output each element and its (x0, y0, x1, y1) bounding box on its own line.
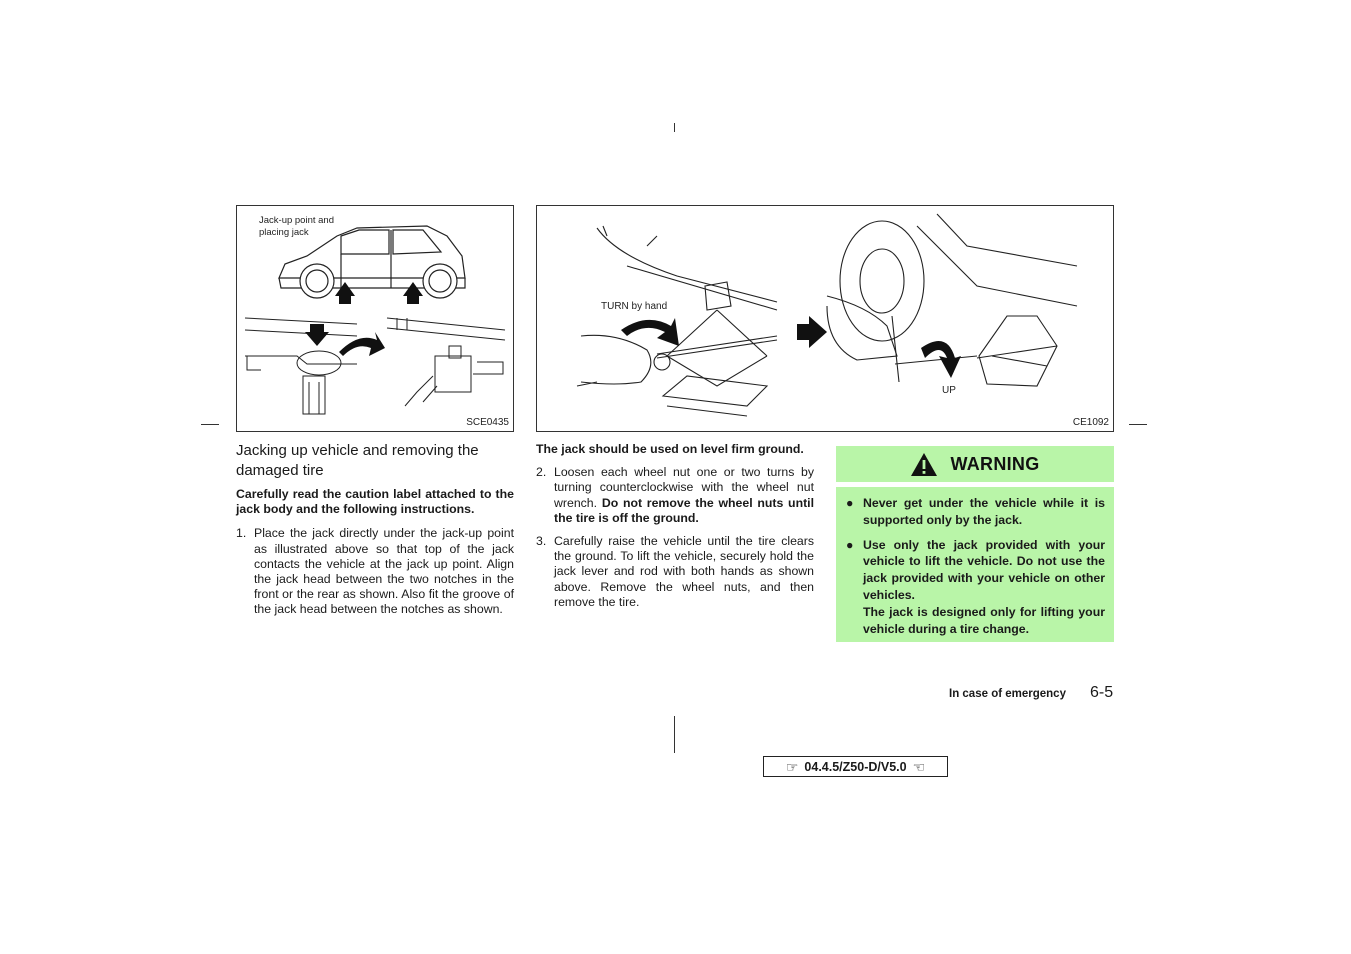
figure-code: CE1092 (1072, 417, 1109, 428)
arrow-down-icon (305, 324, 329, 346)
figure-code: SCE0435 (466, 417, 509, 428)
figure-jack-up-point (236, 205, 514, 432)
step-bold-text: Do not remove the wheel nuts until the tire is off the ground. (554, 495, 815, 525)
bullet: ● (846, 537, 854, 552)
bullet: ● (846, 496, 854, 510)
arrow-up-icon (335, 282, 355, 304)
caution-intro: Carefully read the caution label attached to the jack body and the following instructions. (236, 487, 514, 517)
warning-item: ● Never get under the vehicle while it is supported only by the jack. (846, 496, 1105, 527)
warning-triangle-icon (910, 452, 938, 477)
crop-mark-left (201, 424, 219, 425)
warning-item: ● Use only the jack provided with your vehicle to lift the vehicle. Do not use the jack provided with your vehicle on other vehicles. The jack is designed only for lifting your vehicle during a tire change. (846, 537, 1105, 636)
crop-mark-right (1129, 424, 1147, 425)
warning-body (836, 487, 1114, 642)
level-ground-note: The jack should be used on level firm ground. (536, 442, 804, 456)
step-1 (236, 526, 514, 617)
curved-arrow-icon (921, 341, 961, 378)
step-text: Loosen each wheel nut one or two turns by turning counterclockwise with the wheel nut wrench. (554, 465, 814, 510)
pointing-hand-right-icon: ☞ (785, 758, 799, 775)
step-number: 2. (536, 465, 547, 480)
arrow-right-icon (797, 316, 827, 348)
column-1 (236, 441, 514, 626)
jack-operation-illustration (537, 206, 1113, 431)
document-code-box (763, 756, 948, 777)
car-jack-illustration (237, 206, 513, 431)
footer-section-name: In case of emergency (949, 688, 1066, 700)
crop-mark-top (674, 123, 675, 132)
step-2 (536, 465, 814, 526)
arrow-up-icon (403, 282, 423, 304)
step-text: Place the jack directly under the jack-up point as illustrated above so that top of the jack contacts the vehicle at the jack up point. Align the jack head between the two notches in the front or the rear as shown. Also fit the groove of the jack head between the notches as shown. (254, 526, 514, 617)
step-3 (536, 534, 814, 610)
column-2 (536, 442, 814, 618)
crop-mark-bottom (674, 716, 675, 753)
figure-jack-operation (536, 205, 1114, 432)
section-title: Jacking up vehicle and removing the damaged tire (236, 442, 479, 479)
turn-by-hand-label: TURN by hand (601, 301, 668, 312)
warning-heading: WARNING (950, 453, 1040, 474)
figure-label: Jack-up point and placing jack (259, 215, 334, 238)
step-number: 3. (536, 534, 547, 549)
document-code: 04.4.5/Z50-D/V5.0 (804, 759, 907, 774)
step-number: 1. (236, 526, 247, 541)
pointing-hand-left-icon: ☜ (912, 758, 926, 775)
step-text: Carefully raise the vehicle until the tire clears the ground. To lift the vehicle, securely hold the jack lever and rod with both hands as shown above. Remove the wheel nuts, and then remove the tire. (554, 534, 814, 609)
up-label: UP (942, 385, 956, 396)
warning-header (836, 446, 1114, 482)
page-number: 6-5 (1090, 684, 1114, 701)
